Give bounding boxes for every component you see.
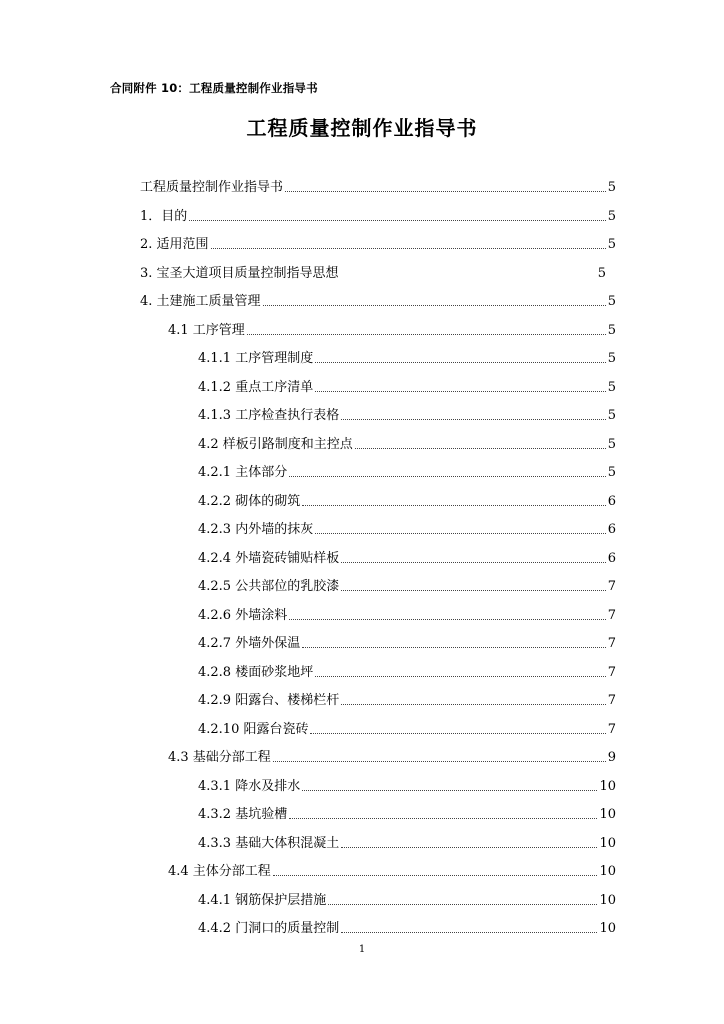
toc-entry-label: 4.2.8 楼面砂浆地坪	[198, 664, 314, 680]
toc-entry[interactable]	[198, 832, 616, 852]
toc-entry-page: 6	[607, 522, 616, 537]
toc-entry[interactable]	[140, 233, 616, 253]
page-number: 1	[358, 944, 366, 955]
toc-entry-label: 4.2.5 公共部位的乳胶漆	[198, 579, 340, 594]
toc-entry-page: 6	[607, 550, 616, 566]
toc-entry-label: 4.2.7 外墙外保温	[198, 636, 301, 651]
toc-dot-leader	[310, 732, 605, 734]
toc-entry-label: 4.1.1 工序管理制度	[198, 351, 314, 366]
toc-entry[interactable]	[198, 803, 616, 823]
toc-entry[interactable]	[168, 319, 616, 339]
toc-entry-label: 4.4.1 钢筋保护层措施	[198, 892, 327, 908]
toc-dot-leader	[302, 789, 597, 791]
toc-entry[interactable]	[198, 575, 616, 595]
toc-entry-page: 5	[607, 237, 616, 252]
toc-entry-page: 7	[607, 721, 616, 737]
toc-dot-leader	[285, 190, 606, 192]
toc-dot-leader	[341, 703, 606, 705]
toc-entry[interactable]	[140, 176, 616, 196]
toc-dot-leader	[263, 304, 606, 306]
toc-entry[interactable]	[198, 461, 616, 481]
toc-entry-page: 5	[607, 294, 616, 309]
toc-entry-label: 4.3.2 基坑验槽	[198, 807, 288, 822]
toc-entry-label: 4. 土建施工质量管理	[140, 294, 261, 309]
toc-dot-leader	[273, 874, 598, 876]
toc-entry-label: 4.1.3 工序检查执行表格	[198, 408, 340, 423]
toc-entry-page: 5	[597, 265, 606, 281]
toc-entry-label: 1．目的	[140, 208, 188, 224]
toc-dot-leader	[341, 561, 606, 563]
toc-entry[interactable]	[198, 889, 616, 909]
toc-entry[interactable]	[140, 205, 616, 225]
toc-dot-leader	[341, 589, 606, 591]
toc-entry-page: 9	[607, 750, 616, 765]
toc-dot-leader	[315, 532, 606, 534]
toc-entry-label: 4.2.10 阳露台瓷砖	[198, 721, 309, 737]
toc-dot-leader	[341, 277, 596, 278]
toc-entry-page: 7	[607, 693, 616, 708]
toc-entry[interactable]	[140, 262, 616, 282]
toc-entry-label: 4.3.1 降水及排水	[198, 778, 301, 794]
toc-entry[interactable]	[198, 689, 616, 709]
toc-entry-page: 10	[599, 864, 616, 879]
toc-dot-leader	[328, 903, 597, 905]
toc-entry-label: 4.4.2 门洞口的质量控制	[198, 921, 340, 936]
toc-dot-leader	[315, 390, 606, 392]
toc-entry-page: 5	[607, 465, 616, 480]
toc-dot-leader	[341, 931, 597, 933]
toc-dot-leader	[189, 219, 605, 221]
toc-entry-page: 5	[607, 408, 616, 423]
toc-dot-leader	[315, 675, 606, 677]
toc-entry-page: 5	[607, 351, 616, 366]
toc-entry-label: 工程质量控制作业指导书	[140, 180, 284, 195]
toc-entry-label: 4.2 样板引路制度和主控点	[198, 436, 353, 452]
toc-entry[interactable]	[168, 860, 616, 880]
toc-entry[interactable]	[140, 290, 616, 310]
toc-entry-label: 4.2.6 外墙涂料	[198, 607, 288, 623]
toc-entry-page: 7	[607, 636, 616, 651]
toc-entry[interactable]	[198, 347, 616, 367]
toc-entry-page: 5	[607, 208, 616, 224]
toc-entry-page: 6	[607, 493, 616, 509]
toc-dot-leader	[211, 247, 606, 249]
toc-entry-page: 5	[607, 436, 616, 452]
toc-entry-label: 4.2.9 阳露台、楼梯栏杆	[198, 693, 340, 708]
document-header: 合同附件 10：工程质量控制作业指导书	[110, 81, 318, 95]
toc-entry-page: 10	[599, 807, 616, 822]
toc-dot-leader	[302, 646, 606, 648]
toc-entry-label: 3. 宝圣大道项目质量控制指导思想	[140, 265, 339, 281]
toc-dot-leader	[341, 418, 606, 420]
toc-entry-label: 4.1 工序管理	[168, 322, 245, 338]
toc-entry-page: 7	[607, 664, 616, 680]
toc-entry-page: 10	[599, 835, 616, 851]
toc-entry-page: 5	[607, 322, 616, 338]
toc-entry-label: 4.2.1 主体部分	[198, 465, 288, 480]
toc-entry[interactable]	[198, 376, 616, 396]
toc-entry-page: 10	[599, 892, 616, 908]
page-title: 工程质量控制作业指导书	[246, 116, 478, 140]
toc-dot-leader	[355, 447, 606, 449]
toc-entry[interactable]	[198, 547, 616, 567]
toc-dot-leader	[247, 333, 606, 335]
toc-entry-label: 4.2.3 内外墙的抹灰	[198, 522, 314, 537]
toc-entry-label: 4.1.2 重点工序清单	[198, 379, 314, 395]
toc-entry[interactable]	[198, 490, 616, 510]
toc-entry-label: 2. 适用范围	[140, 237, 209, 252]
toc-entry-page: 5	[607, 180, 616, 195]
toc-entry-label: 4.3 基础分部工程	[168, 750, 271, 765]
toc-entry-page: 5	[607, 379, 616, 395]
toc-entry[interactable]	[198, 404, 616, 424]
toc-entry-page: 7	[607, 579, 616, 594]
toc-entry[interactable]	[198, 718, 616, 738]
toc-dot-leader	[341, 846, 597, 848]
toc-entry[interactable]	[198, 661, 616, 681]
toc-entry[interactable]	[198, 775, 616, 795]
toc-entry[interactable]	[168, 746, 616, 766]
toc-entry-page: 10	[599, 778, 616, 794]
toc-entry-label: 4.2.4 外墙瓷砖铺贴样板	[198, 550, 340, 566]
toc-entry[interactable]	[198, 433, 616, 453]
toc-entry[interactable]	[198, 518, 616, 538]
toc-entry[interactable]	[198, 632, 616, 652]
toc-dot-leader	[289, 817, 597, 819]
toc-dot-leader	[315, 361, 606, 363]
toc-entry[interactable]	[198, 917, 616, 937]
toc-entry-label: 4.2.2 砌体的砌筑	[198, 493, 301, 509]
toc-entry[interactable]	[198, 604, 616, 624]
toc-entry-label: 4.3.3 基础大体积混凝土	[198, 835, 340, 851]
toc-dot-leader	[273, 760, 606, 762]
toc-dot-leader	[289, 475, 606, 477]
toc-entry-page: 7	[607, 607, 616, 623]
toc-dot-leader	[302, 504, 606, 506]
toc-entry-label: 4.4 主体分部工程	[168, 864, 271, 879]
toc-dot-leader	[289, 618, 606, 620]
toc-entry-page: 10	[599, 921, 616, 936]
